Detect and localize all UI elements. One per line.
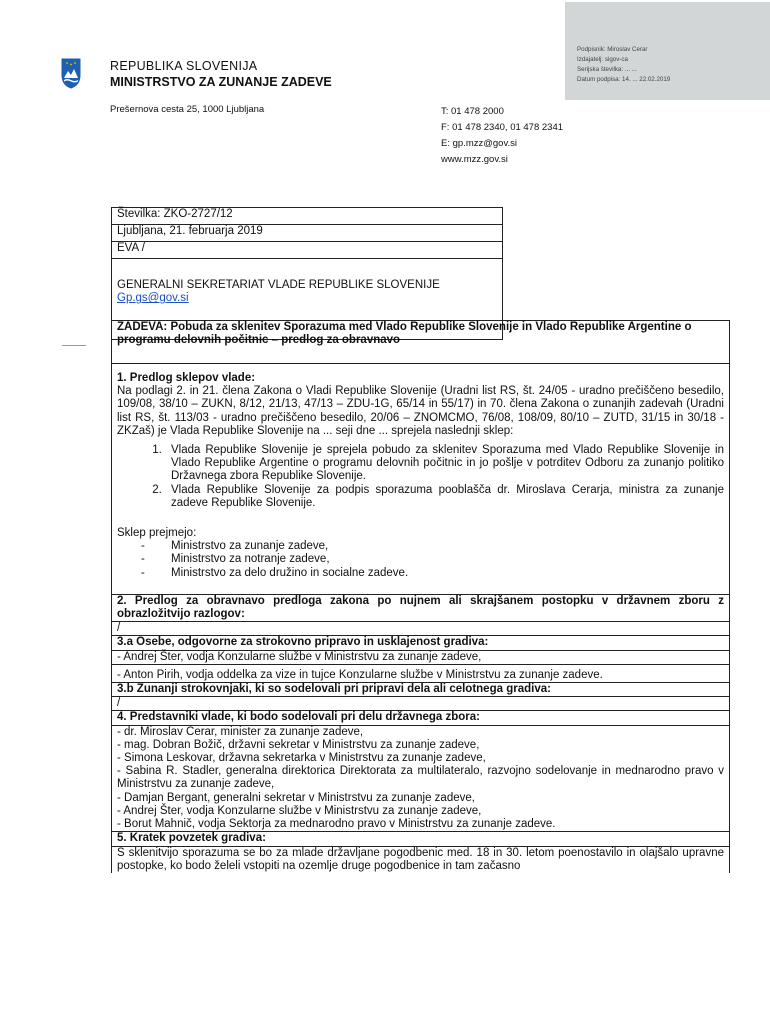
eva-number: EVA /: [112, 242, 503, 259]
signature-line: Serijska številka: ... ...: [577, 66, 637, 73]
website: www.mzz.gov.si: [441, 154, 508, 165]
document-number: Številka: ZKO-2727/12: [112, 208, 503, 225]
signature-details: [577, 45, 670, 85]
recipient-item: - Ministrstvo za notranje zadeve,: [141, 553, 724, 566]
address: Prešernova cesta 25, 1000 Ljubljana: [110, 104, 265, 115]
section-5-title: 5. Kratek povzetek gradiva:: [112, 832, 730, 846]
decision-item: 2. Vlada Republike Slovenije za podpis sporazuma pooblašča dr. Miroslava Cerarja, ministra za zunanje zadeve Republike Slovenije.: [165, 484, 724, 510]
recipients-label: Sklep prejmejo:: [117, 527, 197, 540]
section-3b-value: /: [112, 697, 730, 711]
recipient-name: GENERALNI SEKRETARIAT VLADE REPUBLIKE SLOVENIJE: [117, 279, 440, 291]
coat-of-arms-icon: [60, 57, 82, 89]
decisions-list: [117, 444, 724, 510]
section-3a-title: 3.a Osebe, odgovorne za strokovno pripravo in usklajenost gradiva:: [112, 636, 730, 650]
section-4-list: [112, 725, 730, 832]
recipient-item: - Ministrstvo za zunanje zadeve,: [141, 540, 724, 553]
section-3a-row: - Andrej Šter, vodja Konzularne službe v Ministrstvu za zunanje zadeve,: [112, 650, 730, 664]
ministry-title: MINISTRSTVO ZA ZUNANJE ZADEVE: [110, 75, 332, 89]
section-3b-title: 3.b Zunanji strokovnjaki, ki so sodelovali pri pripravi dela ali celotnega gradiva:: [112, 683, 730, 697]
signature-line: Datum podpisa: 14. ... 22.02.2019: [577, 76, 671, 83]
margin-mark: [62, 345, 86, 346]
representative: - mag. Dobran Božič, državni sekretar v Ministrstvu za zunanje zadeve,: [117, 738, 480, 751]
section-1-title: 1. Predlog sklepov vlade:: [117, 372, 256, 384]
section-1-intro: Na podlagi 2. in 21. člena Zakona o Vladi Republike Slovenije (Uradni list RS, št. 24/05 - uradno prečiščeno besedilo, 109/08, 38/10 – ZUKN, 8/12, 21/13, 47/13 – ZDU-1G, 65/14 in 55/17) in 70. člena Zakona o zunanjih zadevah (Uradni list RS, št. 113/03 - uradno prečiščeno besedilo, 20/06 – ZNOMCMO, 76/08, 108/09, 80/10 – ZUTD, 31/15 in 30/18 - ZKZaš) je Vlada Republike Slovenije na ... seji dne ... sprejela naslednji sklep:: [117, 385, 724, 437]
recipient-email-link[interactable]: Gp.gs@gov.si: [117, 292, 189, 305]
section-5-text: S sklenitvijo sporazuma se bo za mlade državljane pogodbenic med. 18 in 30. letom poenostavilo in olajšalo upravne postopke, ko bodo želeli vstopiti na ozemlje druge pogodbenice in tam začasno: [112, 846, 730, 873]
representative: - Andrej Šter, vodja Konzularne službe v Ministrstvu za zunanje zadeve,: [117, 804, 482, 817]
representative: - Damjan Bergant, generalni sekretar v Ministrstvu za zunanje zadeve,: [117, 791, 475, 804]
republic-title: REPUBLIKA SLOVENIJA: [110, 59, 258, 73]
document-date: Ljubljana, 21. februarja 2019: [112, 225, 503, 242]
representative: - Simona Leskovar, državna sekretarka v Ministrstvu za zunanje zadeve,: [117, 752, 486, 765]
section-4-title: 4. Predstavniki vlade, ki bodo sodelovali pri delu državnega zbora:: [112, 711, 730, 725]
representative: - Borut Mahnič, vodja Sektorja za mednarodno pravo v Ministrstvu za zunanje zadeve.: [117, 818, 556, 831]
section-3a-row: - Anton Pirih, vodja oddelka za vize in tujce Konzularne službe v Ministrstvu za zunanje zadeve.: [112, 664, 730, 682]
fax: F: 01 478 2340, 01 478 2341: [441, 122, 564, 133]
decision-item: 1. Vlada Republike Slovenije je sprejela pobudo za sklenitev Sporazuma med Vlado Republike Slovenije in Vlado Republike Argentine o programu delovnih počitnic in jo pošlje v potrditev Odboru za zunanjo politiko Državnega zbora Republike Slovenije.: [165, 444, 724, 484]
phone: T: 01 478 2000: [441, 106, 504, 117]
main-content-table: [111, 320, 730, 873]
representative: - dr. Miroslav Cerar, minister za zunanje zadeve,: [117, 725, 364, 738]
subject: ZADEVA: Pobuda za sklenitev Sporazuma med Vlado Republike Slovenije in Vlado Republike Argentine o programu delovnih počitnic – predlog za obravnavo: [112, 321, 730, 364]
contact-block: [441, 104, 563, 168]
signature-line: Podpisnik: Miroslav Cerar: [577, 46, 648, 53]
signature-line: Izdajatelj: sigov-ca: [577, 56, 628, 63]
representative: - Sabina R. Stadler, generalna direktorica Direktorata za multilateralo, razvojno sodelovanje in mednarodno pravo v Ministrstvu za zunanje zadeve,: [117, 765, 724, 791]
recipients-list: [117, 540, 724, 580]
section-2-value: /: [112, 622, 730, 636]
section-2-title: 2. Predlog za obravnavo predloga zakona po nujnem ali skrajšanem postopku v državnem zboru z obrazložitvijo razlogov:: [112, 594, 730, 621]
section-1: [112, 364, 730, 595]
recipient-item: - Ministrstvo za delo družino in socialne zadeve.: [141, 567, 724, 580]
email: E: gp.mzz@gov.si: [441, 138, 517, 149]
